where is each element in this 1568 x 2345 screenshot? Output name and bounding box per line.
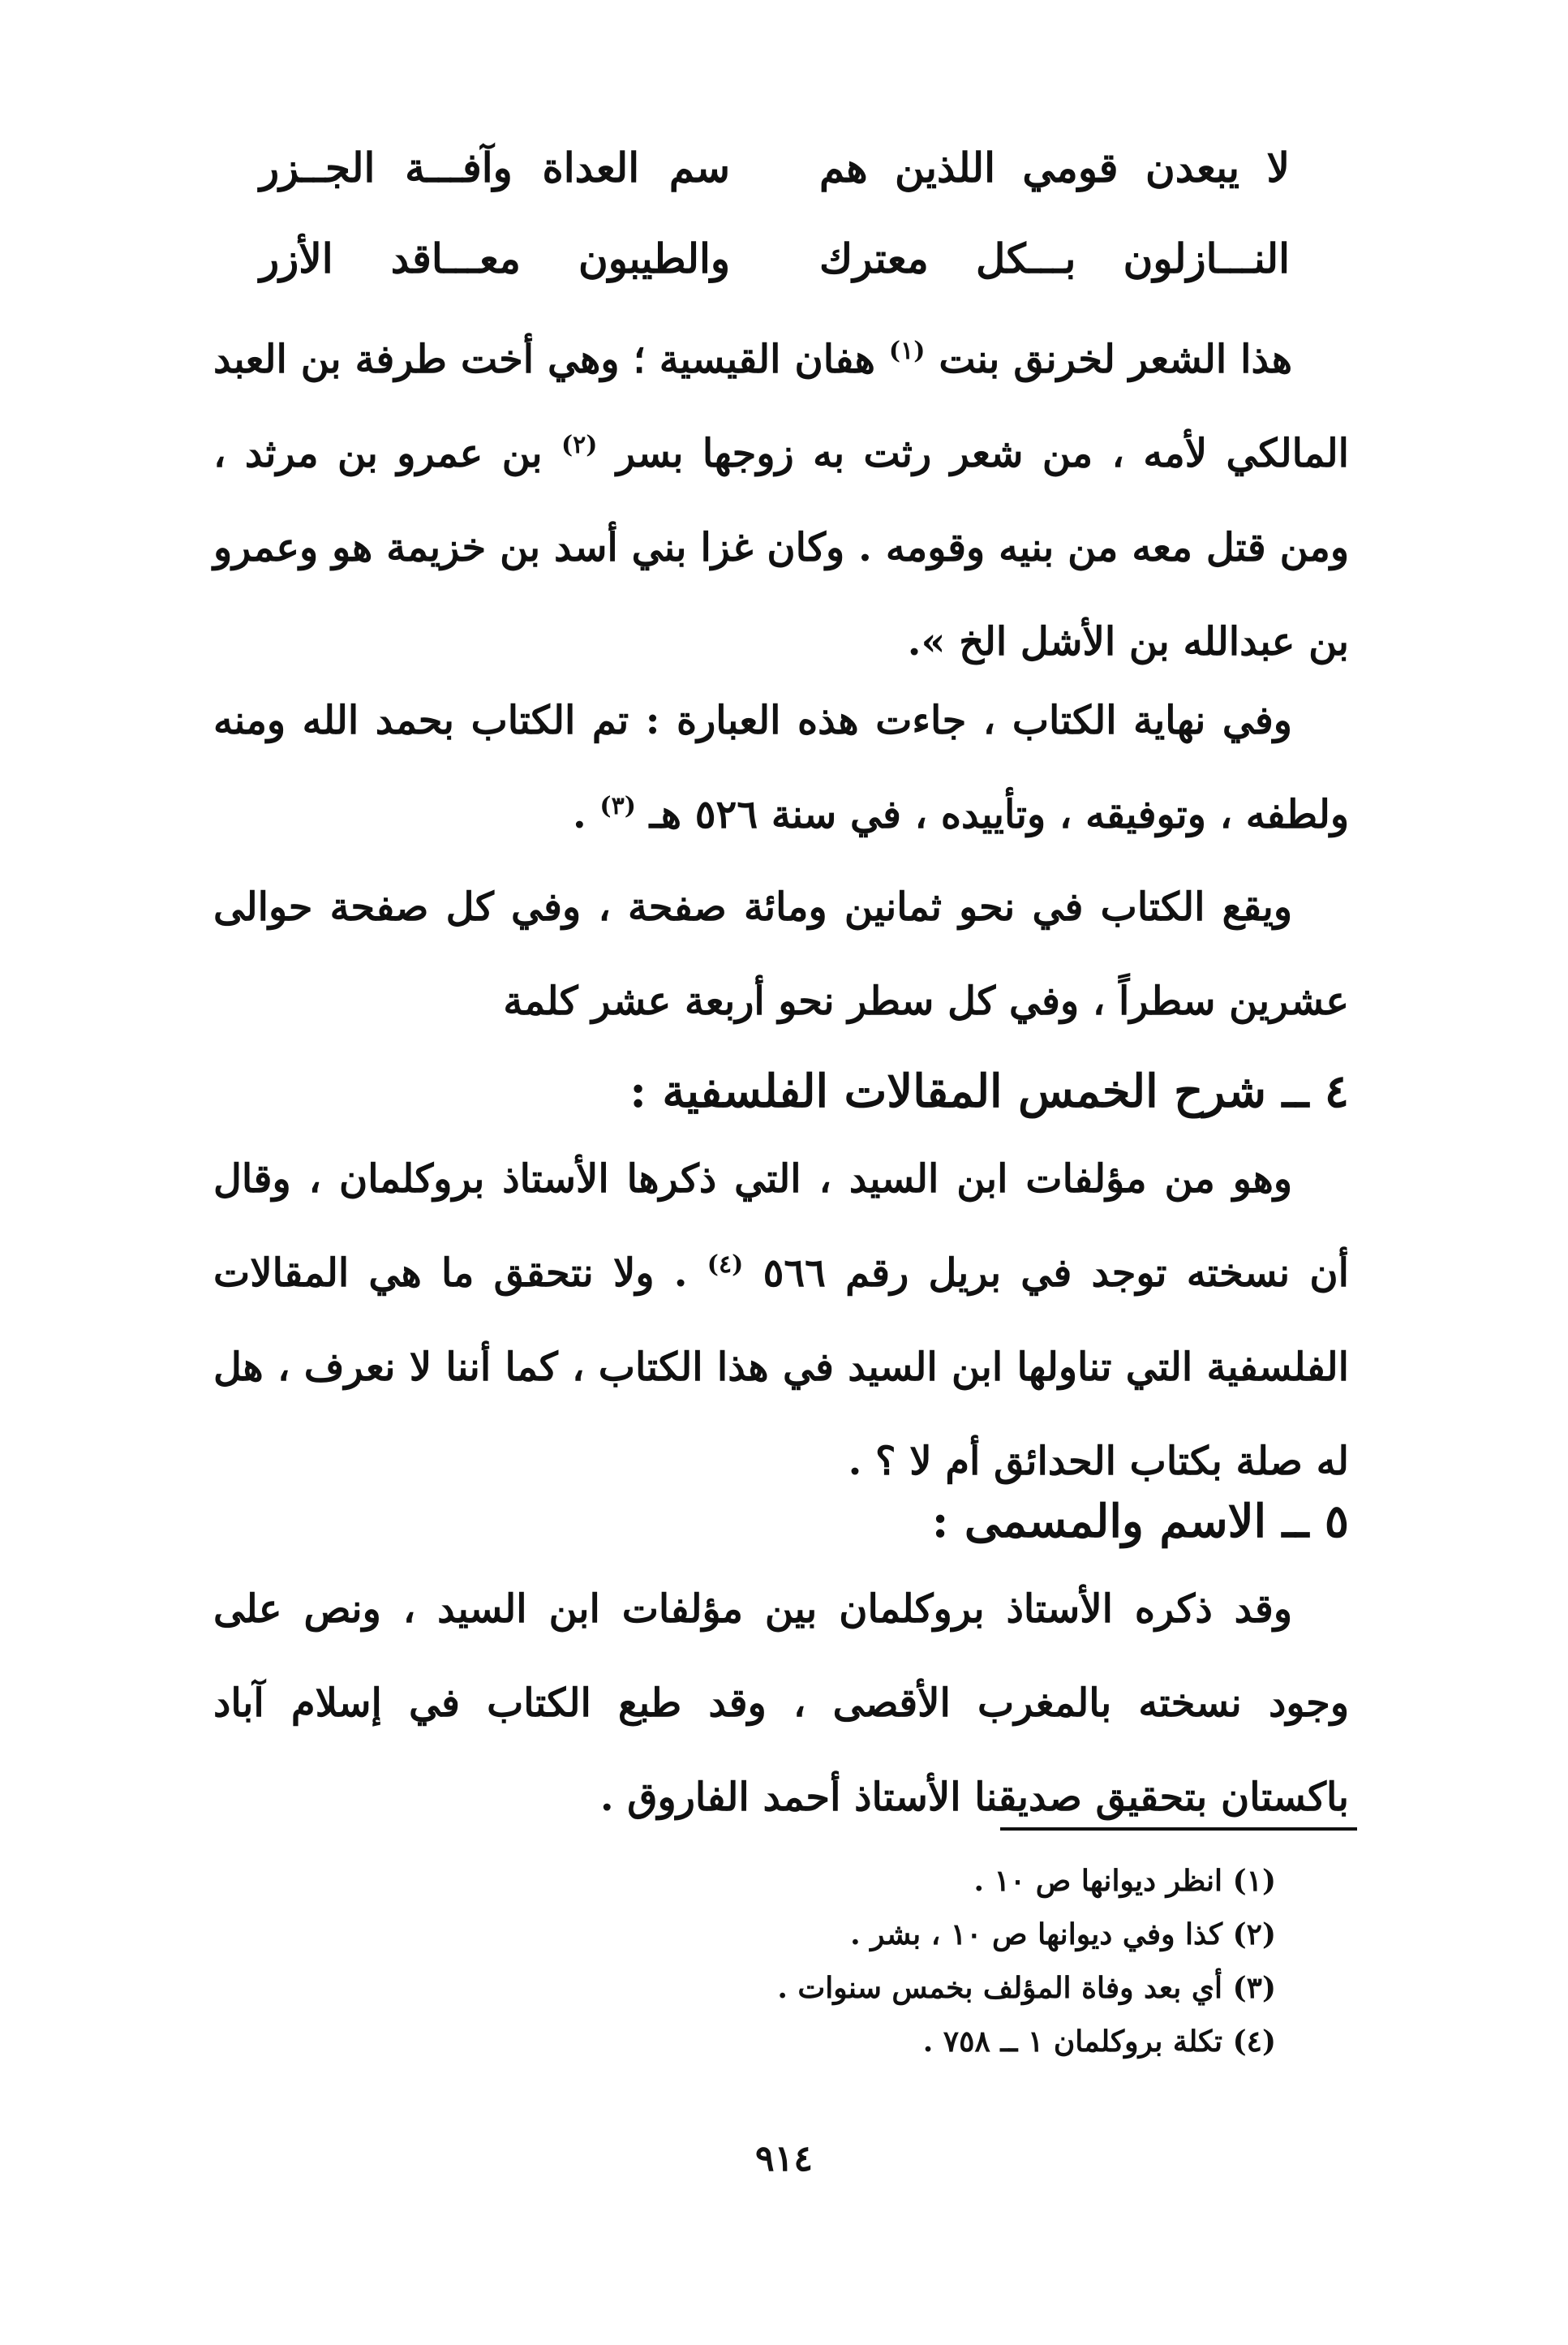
- footnote-reference: (١): [888, 337, 926, 365]
- paragraph-text: .: [572, 792, 586, 837]
- footnote-reference: (٤): [707, 1250, 744, 1279]
- poem-hemistich-second: والطيبون معـــاقد الأزر: [260, 234, 730, 282]
- paragraph-colophon: [213, 673, 1349, 862]
- poem-line: [260, 213, 1290, 303]
- poem-hemistich-first: النـــازلون بـــكل معترك: [819, 234, 1290, 282]
- footnote-item: (٤) تكلة بروكلمان ١ ــ ٧٥٨ .: [922, 2024, 1276, 2059]
- section-heading-4: ٤ ــ شرح الخمس المقالات الفلسفية :: [629, 1065, 1349, 1118]
- paragraph-text: هفان القيسية ؛ وهي أخت طرفة بن العبد المالكي لأمه ، من شعر رثت به زوجها بسر: [213, 337, 1349, 476]
- paragraph-poem-source: [213, 312, 1349, 689]
- footnote-item: (٢) كذا وفي ديوانها ص ١٠ ، بشر .: [850, 1917, 1276, 1951]
- footnote-separator: [1000, 1827, 1357, 1831]
- paragraph-text: . ولا نتحقق ما هي المقالات الفلسفية التي تناولها ابن السيد في هذا الكتاب ، كما أننا لا نعرف ، هل له صلة بكتاب الحدائق أم لا ؟ .: [213, 1250, 1349, 1484]
- paragraph-section-4: [213, 1132, 1349, 1508]
- paragraph-book-size: [213, 860, 1349, 1048]
- paragraph-section-5: [213, 1562, 1349, 1844]
- poem-line: [260, 122, 1290, 213]
- footnotes: [384, 1854, 1276, 2068]
- page-number: ٩١٤: [755, 2138, 813, 2179]
- poem-hemistich-second: سم العداة وآفـــة الجــزر: [260, 143, 730, 191]
- footnote-reference: (٢): [561, 431, 598, 459]
- footnote-item: (١) انظر ديوانها ص ١٠ .: [973, 1864, 1276, 1898]
- paragraph-text: وفي نهاية الكتاب ، جاءت هذه العبارة : تم الكتاب بحمد الله ومنه ولطفه ، وتوفيقه ، وتأييده ، في سنة ٥٢٦ هـ: [213, 698, 1349, 837]
- footnote-item: (٣) أي بعد وفاة المؤلف بخمس سنوات .: [777, 1971, 1276, 2005]
- poem-hemistich-first: لا يبعدن قومي اللذين هم: [819, 143, 1290, 191]
- paragraph-text: وهو من مؤلفات ابن السيد ، التي ذكرها الأستاذ بروكلمان ، وقال أن نسخته توجد في بريل رقم ٥٦٦: [213, 1156, 1350, 1296]
- paragraph-text: وقد ذكره الأستاذ بروكلمان بين مؤلفات ابن السيد ، ونص على وجود نسخته بالمغرب الأقصى ، وقد طبع الكتاب في إسلام آباد باكستان بتحقيق صديقنا الأستاذ أحمد الفاروق .: [213, 1586, 1349, 1820]
- poem: [260, 122, 1290, 303]
- section-heading-5: ٥ ــ الاسم والمسمى :: [931, 1495, 1349, 1548]
- footnote-reference: (٣): [599, 792, 636, 820]
- paragraph-text: ويقع الكتاب في نحو ثمانين ومائة صفحة ، وفي كل صفحة حوالى عشرين سطراً ، وفي كل سطر نحو أربعة عشر كلمة: [213, 884, 1349, 1024]
- paragraph-text: بن عمرو بن مرثد ، ومن قتل معه من بنيه وقومه . وكان غزا بني أسد بن خزيمة هو وعمرو بن عبدالله بن الأشل الخ ».: [213, 431, 1349, 665]
- paragraph-text: هذا الشعر لخرنق بنت: [939, 337, 1292, 382]
